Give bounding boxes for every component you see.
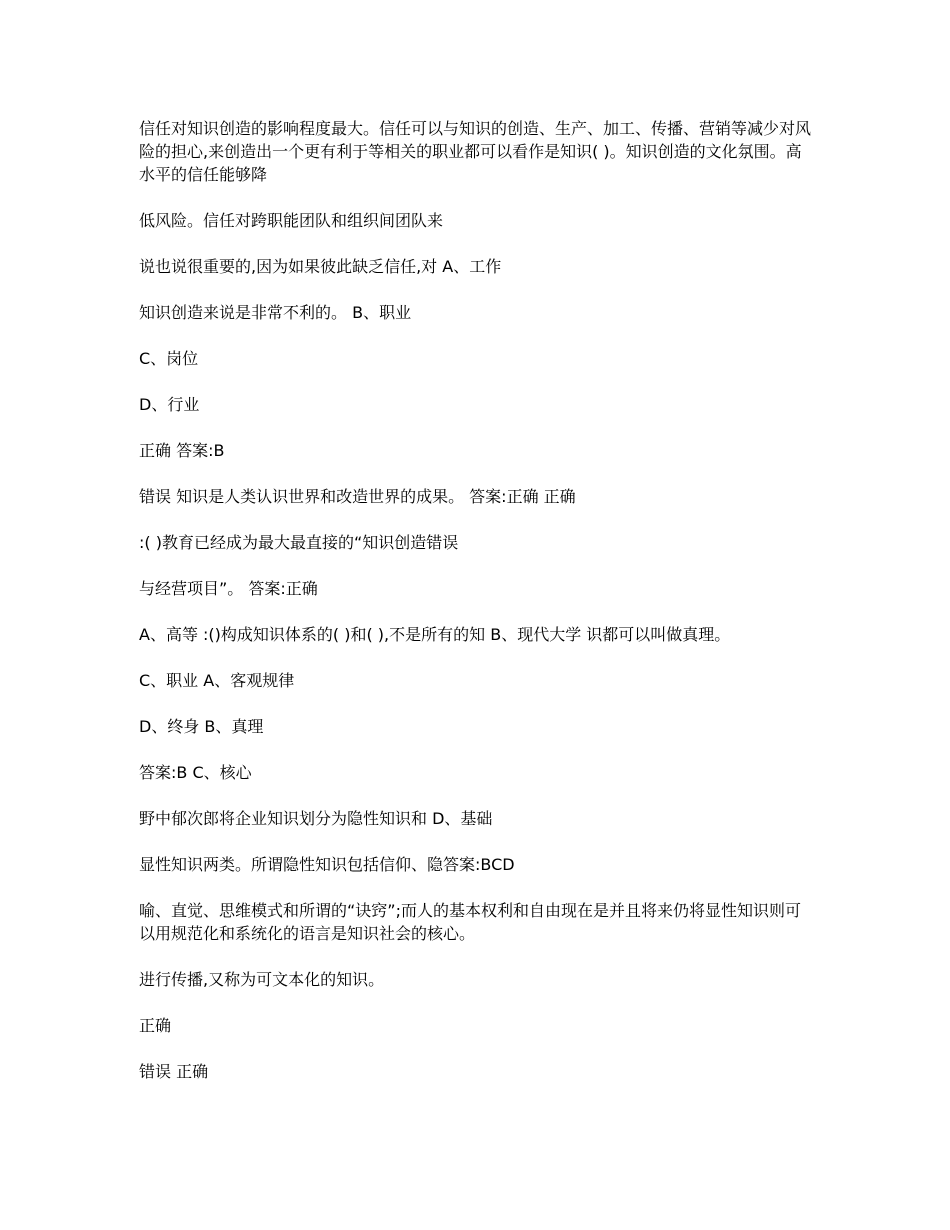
paragraph: 正确	[139, 1016, 172, 1035]
paragraph: C、岗位	[139, 349, 199, 368]
paragraph: 信任对知识创造的影响程度最大。信任可以与知识的创造、生产、加工、传播、营销等减少对风险的担心,来创造出一个更有利于等相关的职业都可以看作是知识( )。知识创造的文化氛围。高水平的信任能够降	[139, 119, 812, 184]
paragraph: 正确 答案:B	[139, 441, 225, 460]
paragraph: A、高等 :()构成知识体系的( )和( ),不是所有的知 B、现代大学 识都可以叫做真理。	[139, 625, 731, 644]
paragraph: 答案:B C、核心	[139, 763, 252, 782]
paragraph: 错误 正确	[139, 1062, 209, 1081]
paragraph: 说也说很重要的,因为如果彼此缺乏信任,对 A、工作	[139, 257, 502, 276]
paragraph: D、终身 B、真理	[139, 717, 264, 736]
paragraph: C、职业 A、客观规律	[139, 671, 295, 690]
paragraph: 与经营项目”。 答案:正确	[139, 579, 318, 598]
paragraph: 野中郁次郎将企业知识划分为隐性知识和 D、基础	[139, 809, 493, 828]
paragraph: 低风险。信任对跨职能团队和组织间团队来	[139, 211, 444, 230]
paragraph: D、行业	[139, 395, 200, 414]
paragraph: 错误 知识是人类认识世界和改造世界的成果。 答案:正确 正确	[139, 487, 576, 506]
paragraph: 进行传播,又称为可文本化的知识。	[139, 970, 385, 989]
paragraph: :( )教育已经成为最大最直接的“知识创造错误	[139, 533, 459, 552]
paragraph: 知识创造来说是非常不利的。 B、职业	[139, 303, 412, 322]
paragraph: 显性知识两类。所谓隐性知识包括信仰、隐答案:BCD	[139, 855, 515, 874]
document-body	[139, 117, 811, 1083]
paragraph: 喻、直觉、思维模式和所谓的“诀窍”;而人的基本权利和自由现在是并且将来仍将显性知识则可以用规范化和系统化的语言是知识社会的核心。	[139, 901, 801, 943]
